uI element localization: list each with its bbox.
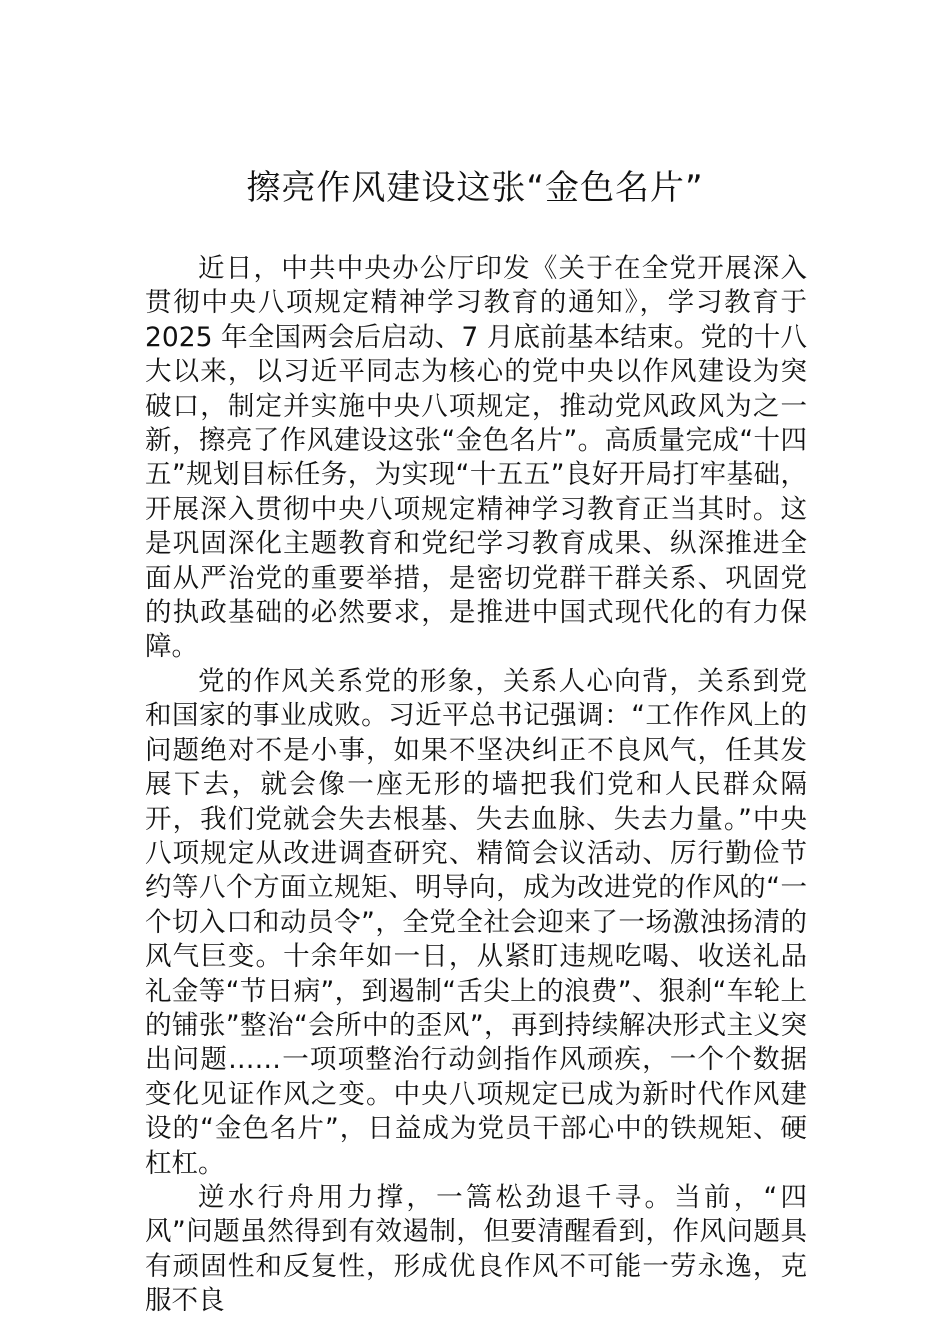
document-title: 擦亮作风建设这张“金色名片” xyxy=(246,168,704,208)
paragraph-1: 近日，中共中央办公厅印发《关于在全党开展深入贯彻中央八项规定精神学习教育的通知》，学习教育于 2025 年全国两会后启动、7 月底前基本结束。党的十八大以来，以习近平同志为核心的党中央以作风建设为突破口，制定并实施中央八项规定，推动党风政风为之一新，擦亮了作风建设这张“金色名片”。高质量完成“十四五”规划目标任务，为实现“十五五”良好开局打牢基础，开展深入贯彻中央八项规定精神学习教育正当其时。这是巩固深化主题教育和党纪学习教育成果、纵深推进全面从严治党的重要举措，是密切党群干群关系、巩固党的执政基础的必然要求，是推进中国式现代化的有力保障。 xyxy=(145,253,807,663)
paragraph-3: 逆水行舟用力撑，一篙松劲退千寻。当前，“四风”问题虽然得到有效遏制，但要清醒看到，作风问题具有顽固性和反复性，形成优良作风不可能一劳永逸，克服不良 xyxy=(145,1181,807,1317)
paragraph-2: 党的作风关系党的形象，关系人心向背，关系到党和国家的事业成败。习近平总书记强调：“工作作风上的问题绝对不是小事，如果不坚决纠正不良风气，任其发展下去，就会像一座无形的墙把我们党和人民群众隔开，我们党就会失去根基、失去血脉、失去力量。”中央八项规定从改进调查研究、精简会议活动、厉行勤俭节约等八个方面立规矩、明导向，成为改进党的作风的“一个切入口和动员令”，全党全社会迎来了一场激浊扬清的风气巨变。十余年如一日，从紧盯违规吃喝、收送礼品礼金等“节日病”，到遏制“舌尖上的浪费”、狠刹“车轮上的铺张”整治“会所中的歪风”，再到持续解决形式主义突出问题……一项项整治行动剑指作风顽疾，一个个数据变化见证作风之变。中央八项规定已成为新时代作风建设的“金色名片”，日益成为党员干部心中的铁规矩、硬杠杠。 xyxy=(145,665,807,1179)
document-body xyxy=(145,252,807,1319)
